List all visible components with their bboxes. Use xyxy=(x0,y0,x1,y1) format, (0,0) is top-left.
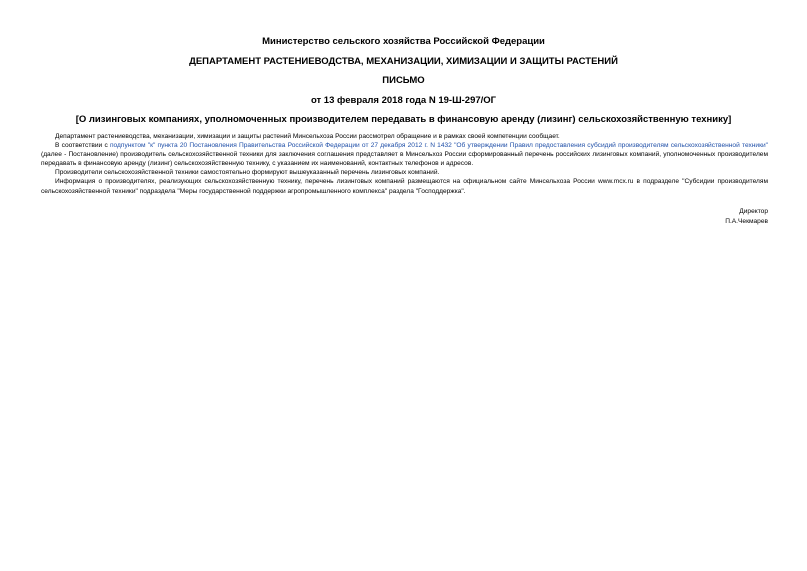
ministry-title: Министерство сельского хозяйства Российской Федерации xyxy=(262,36,545,47)
paragraph-2-end: (далее - Постановление) производитель сельскохозяйственной техники для заключения соглашения представляет в Минсельхоз России сформированный перечень российских лизинговых компаний, уполномоченных производителем передавать в финансовую аренду (лизинг) сельскохозяйственную технику, с указанием их наименований, контактных телефонов и адресов. xyxy=(41,151,768,168)
document-subject: [О лизинговых компаниях, уполномоченных производителем передавать в финансовую аренду (лизинг) сельскохозяйственную технику] xyxy=(75,114,732,125)
signature-name: П.А.Чекмарев xyxy=(725,218,768,225)
signature-title: Директор xyxy=(739,208,768,215)
department-title: ДЕПАРТАМЕНТ РАСТЕНИЕВОДСТВА, МЕХАНИЗАЦИИ, ХИМИЗАЦИИ И ЗАЩИТЫ РАСТЕНИЙ xyxy=(189,56,618,67)
paragraph-3: Производители сельскохозяйственной техники самостоятельно формируют вышеуказанный перечень лизинговых компаний. xyxy=(55,169,440,177)
paragraph-2 xyxy=(41,141,768,168)
document-type: ПИСЬМО xyxy=(382,75,425,86)
paragraph-4: Информация о производителях, реализующих сельскохозяйственную технику, перечень лизинговых компаний размещаются на официальном сайте Минсельхоза России www.mcx.ru в подразделе "Субсидии производителям сельскохозяйственной техники" подраздела "Меры государственной поддержки агропромышленного комплекса" раздела "Господдержка". xyxy=(41,178,768,195)
document-date-number: от 13 февраля 2018 года N 19-Ш-297/ОГ xyxy=(310,95,497,106)
document-body xyxy=(41,132,768,196)
paragraph-1: Департамент растениеводства, механизации, химизации и защиты растений Минсельхоза России рассмотрел обращение и в рамках своей компетенции сообщает. xyxy=(55,133,560,140)
paragraph-2-start: В соответствии с xyxy=(55,142,110,150)
regulation-link[interactable]: подпунктом "к" пункта 20 Постановления Правительства Российской Федерации от 27 декабря 2012 г. N 1432 "Об утверждении Правил предоставления субсидий производителям сельскохозяйственной техники" xyxy=(109,142,768,150)
